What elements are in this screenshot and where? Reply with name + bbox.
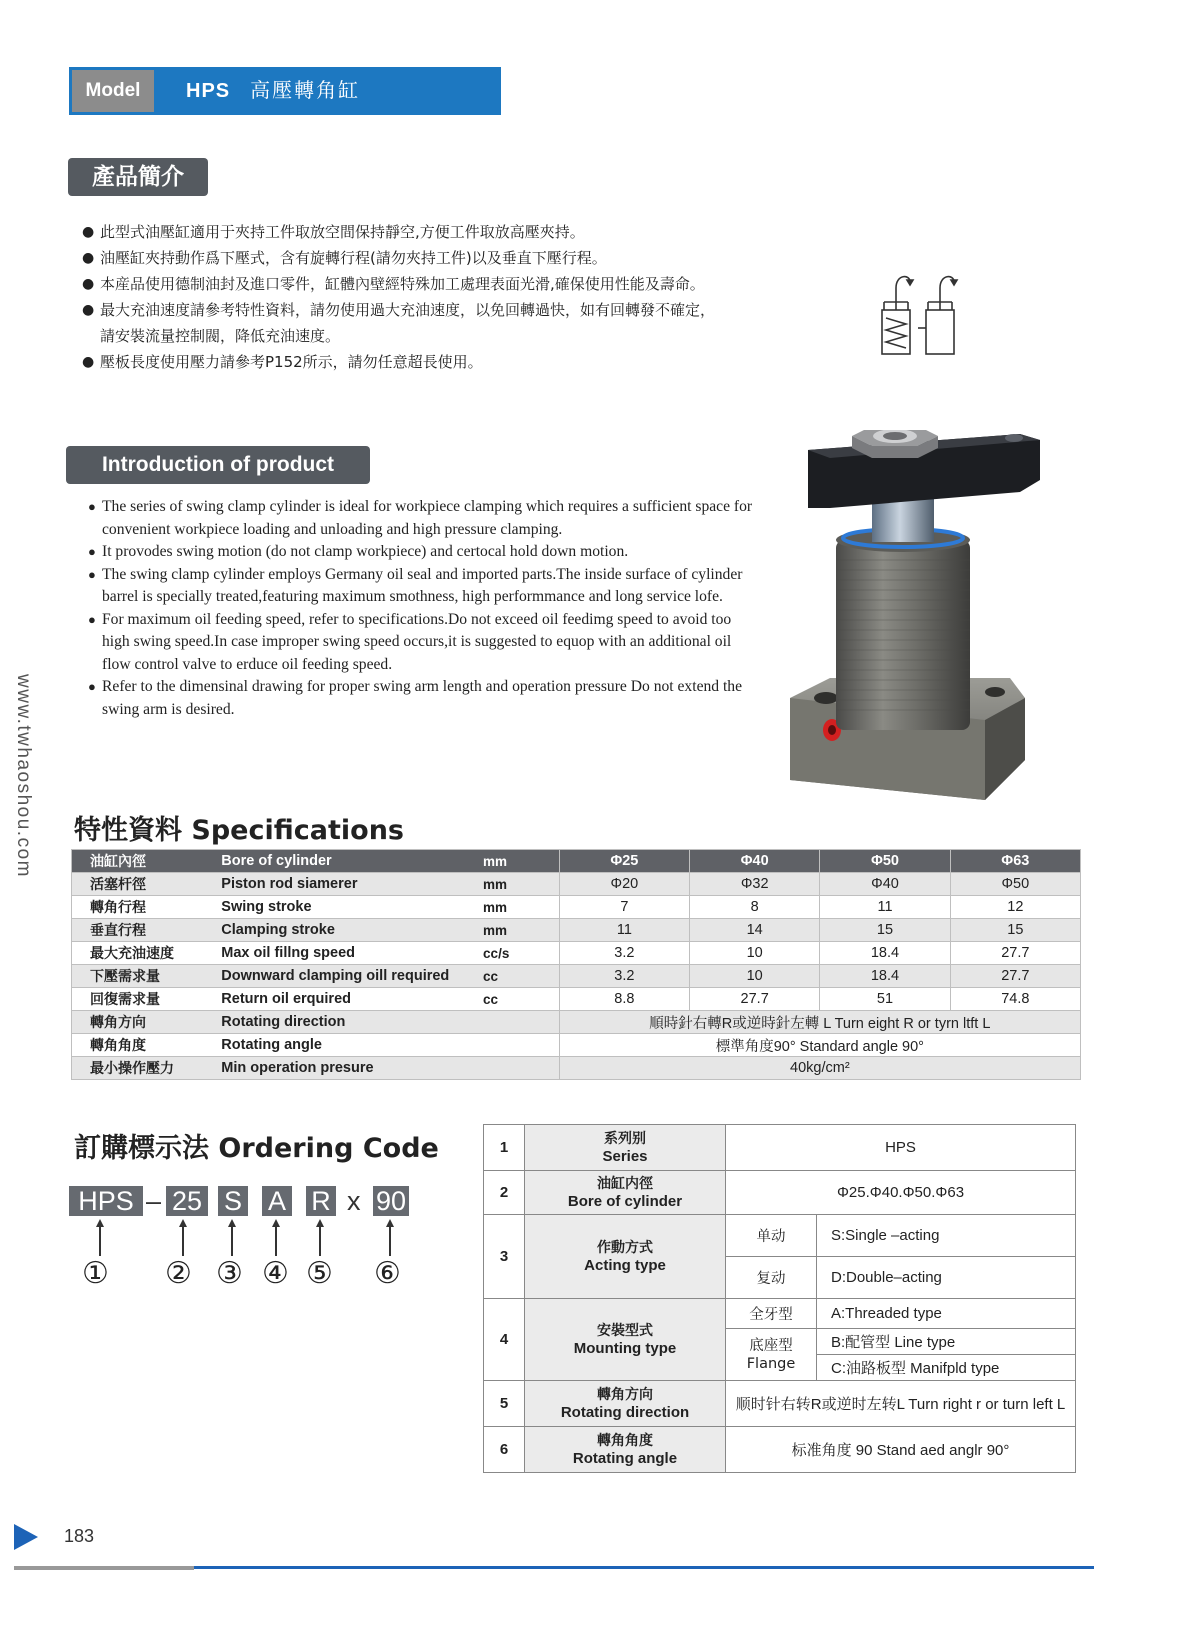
- page-number: 183: [64, 1526, 95, 1546]
- spec-value: 3.2: [559, 942, 689, 965]
- arrow-line: [389, 1226, 391, 1256]
- code-part-direction: R: [306, 1186, 336, 1216]
- order-row-number: 4: [484, 1299, 525, 1381]
- code-separator: –: [146, 1186, 162, 1216]
- spec-label-en: Rotating direction: [209, 1011, 559, 1034]
- spec-label-en: Min operation presure: [209, 1057, 559, 1080]
- table-row: [484, 1427, 1076, 1473]
- order-row-header: [525, 1427, 726, 1473]
- table-row: [72, 850, 1081, 873]
- order-row-number: 5: [484, 1381, 525, 1427]
- table-row: [72, 965, 1081, 988]
- spec-label-cn: 轉角方向: [72, 1011, 210, 1034]
- spec-label-cn: 垂直行程: [72, 919, 210, 942]
- order-row-header: [525, 1299, 726, 1381]
- order-sub-label: 复动: [726, 1257, 817, 1299]
- order-row-number: 2: [484, 1171, 525, 1215]
- table-row: [72, 1034, 1081, 1057]
- intro-cn-list: [82, 219, 722, 375]
- spec-value: 10: [690, 942, 820, 965]
- order-value: D:Double–acting: [817, 1257, 1076, 1299]
- order-sub-label: 单动: [726, 1215, 817, 1257]
- code-marker-6: ⑥: [374, 1257, 401, 1290]
- spec-unit: cc/s: [475, 942, 559, 965]
- hydraulic-symbol-icon: [876, 268, 966, 364]
- spec-value: 15: [950, 919, 1080, 942]
- order-header-en: Series: [602, 1147, 648, 1165]
- footer-divider: [194, 1566, 1094, 1569]
- spec-value: Φ50: [820, 850, 950, 873]
- arrow-line: [99, 1226, 101, 1256]
- spec-value: 標準角度90° Standard angle 90°: [559, 1034, 1080, 1057]
- spec-unit: cc: [475, 988, 559, 1011]
- order-header-cn: 安裝型式: [597, 1322, 653, 1339]
- spec-label-en: Downward clamping oill required: [209, 965, 475, 988]
- intro-en-bullet: ● Refer to the dimensinal drawing for proper swing arm length and operation pressure Do not extend the swing arm is desired.: [88, 676, 753, 721]
- spec-unit: mm: [475, 873, 559, 896]
- spec-value: 15: [820, 919, 950, 942]
- ordering-title: 訂購標示法 Ordering Code: [74, 1133, 439, 1164]
- spec-value: 11: [559, 919, 689, 942]
- order-value: S:Single –acting: [817, 1215, 1076, 1257]
- order-header-en: Mounting type: [573, 1339, 677, 1357]
- spec-value: Φ50: [950, 873, 1080, 896]
- spec-unit: mm: [475, 896, 559, 919]
- intro-cn-heading: 產品簡介: [68, 158, 208, 196]
- spec-value: 27.7: [690, 988, 820, 1011]
- code-marker-5: ⑤: [306, 1257, 333, 1290]
- intro-cn-bullet: ● 此型式油壓缸適用于夾持工件取放空間保持靜空,方便工件取放高壓夾持。: [82, 219, 722, 245]
- order-row-header: [525, 1215, 726, 1299]
- spec-label-en: Piston rod siamerer: [209, 873, 475, 896]
- code-part-acting: S: [218, 1186, 248, 1216]
- swing-clamp-cylinder-image: [790, 430, 1090, 800]
- spec-value: 7: [559, 896, 689, 919]
- order-header-en: Acting type: [584, 1256, 666, 1274]
- intro-cn-bullet: ● 最大充油速度請參考特性資料，請勿使用過大充油速度，以免回轉過快，如有回轉發不確定，請安裝流量控制閥，降低充油速度。: [82, 297, 722, 349]
- spec-value: Φ63: [950, 850, 1080, 873]
- order-value: 顺时针右转R或逆时左转L Turn right r or turn left L: [726, 1381, 1076, 1427]
- spec-label-cn: 最大充油速度: [72, 942, 210, 965]
- spec-label-en: Return oil erquired: [209, 988, 475, 1011]
- table-row: [484, 1125, 1076, 1171]
- spec-value: 11: [820, 896, 950, 919]
- code-marker-1: ①: [82, 1257, 109, 1290]
- spec-value: 順時針右轉R或逆時針左轉 L Turn eight R or tyrn ltft L: [559, 1011, 1080, 1034]
- spec-label-cn: 最小操作壓力: [72, 1057, 210, 1080]
- code-separator: x: [347, 1186, 361, 1216]
- order-value: B:配管型 Line type: [817, 1329, 1076, 1355]
- spec-value: 3.2: [559, 965, 689, 988]
- spec-value: 51: [820, 988, 950, 1011]
- order-header-cn: 油缸内徑: [597, 1175, 653, 1192]
- spec-label-cn: 回復需求量: [72, 988, 210, 1011]
- order-sub-label-en: Flange: [746, 1355, 796, 1372]
- intro-en-bullet: ● It provodes swing motion (do not clamp workpiece) and certocal hold down motion.: [88, 541, 753, 564]
- table-row: [484, 1381, 1076, 1427]
- spec-label-cn: 轉角行程: [72, 896, 210, 919]
- order-header-cn: 轉角角度: [597, 1432, 653, 1449]
- table-row: [484, 1299, 1076, 1329]
- order-header-cn: 作動方式: [597, 1239, 653, 1256]
- model-code: HPS: [186, 80, 231, 102]
- spec-unit: mm: [475, 919, 559, 942]
- intro-en-bullet: ● The series of swing clamp cylinder is ideal for workpiece clamping which requires a sufficient space for convenient workpiece loading and unloading and high pressure clamping.: [88, 496, 753, 541]
- order-value: 标准角度 90 Stand aed anglr 90°: [726, 1427, 1076, 1473]
- model-tag: Model: [72, 70, 154, 112]
- spec-value: 40kg/cm²: [559, 1057, 1080, 1080]
- table-row: [72, 1011, 1081, 1034]
- order-header-en: Rotating direction: [560, 1403, 690, 1421]
- order-row-header: [525, 1125, 726, 1171]
- spec-label-cn: 下壓需求量: [72, 965, 210, 988]
- spec-value: 18.4: [820, 942, 950, 965]
- spec-label-cn: 油缸內徑: [72, 850, 210, 873]
- spec-value: Φ40: [690, 850, 820, 873]
- spec-value: 18.4: [820, 965, 950, 988]
- table-row: [72, 1057, 1081, 1080]
- intro-en-bullet: ● The swing clamp cylinder employs Germany oil seal and imported parts.The inside surface of cylinder barrel is specially treated,featuring maximum smothness, high performmance and long service lofe.: [88, 564, 753, 609]
- spec-value: Φ20: [559, 873, 689, 896]
- spec-value: Φ40: [820, 873, 950, 896]
- model-title: [186, 70, 360, 112]
- order-row-header: [525, 1381, 726, 1427]
- arrow-line: [231, 1226, 233, 1256]
- spec-value: 27.7: [950, 965, 1080, 988]
- spec-value: 27.7: [950, 942, 1080, 965]
- code-part-mounting: A: [262, 1186, 292, 1216]
- spec-value: 8.8: [559, 988, 689, 1011]
- order-sub-label: [726, 1329, 817, 1381]
- spec-value: Φ25: [559, 850, 689, 873]
- order-header-cn: 轉角方向: [597, 1386, 653, 1403]
- spec-unit: mm: [475, 850, 559, 873]
- spec-label-en: Bore of cylinder: [209, 850, 475, 873]
- model-name-cn: 高壓轉角缸: [250, 80, 361, 102]
- table-row: [72, 942, 1081, 965]
- order-sub-label-cn: 底座型: [749, 1337, 793, 1354]
- order-value: HPS: [726, 1125, 1076, 1171]
- intro-en-list: [88, 496, 753, 721]
- intro-en-bullet: ● For maximum oil feeding speed, refer to specifications.Do not exceed oil feedimg speed to avoid too high swing speed.In case improper swing speed occurs,it is suggested to equop with an additional oil flow control valve to erduce oil feeding speed.: [88, 609, 753, 677]
- spec-label-en: Max oil fillng speed: [209, 942, 475, 965]
- spec-value: 10: [690, 965, 820, 988]
- order-row-header: [525, 1171, 726, 1215]
- table-row: [484, 1171, 1076, 1215]
- spec-label-en: Rotating angle: [209, 1034, 559, 1057]
- order-sub-label: 全牙型: [726, 1299, 817, 1329]
- intro-en-heading: Introduction of product: [66, 446, 370, 484]
- order-header-cn: 系列别: [604, 1130, 646, 1147]
- table-row: [72, 873, 1081, 896]
- intro-cn-bullet: ● 油壓缸夾持動作爲下壓式，含有旋轉行程(請勿夾持工件)以及垂直下壓行程。: [82, 245, 722, 271]
- order-row-number: 3: [484, 1215, 525, 1299]
- spec-value: 8: [690, 896, 820, 919]
- spec-label-cn: 活塞杆徑: [72, 873, 210, 896]
- footer-divider: [14, 1566, 194, 1570]
- arrow-line: [275, 1226, 277, 1256]
- table-row: [72, 919, 1081, 942]
- order-row-number: 1: [484, 1125, 525, 1171]
- side-website-url: www.twhaoshou.com: [13, 674, 34, 878]
- order-header-en: Rotating angle: [572, 1449, 678, 1467]
- arrow-line: [182, 1226, 184, 1256]
- spec-label-en: Swing stroke: [209, 896, 475, 919]
- intro-cn-bullet: ● 壓板長度使用壓力請參考P152所示，請勿任意超長使用。: [82, 349, 722, 375]
- order-value: A:Threaded type: [817, 1299, 1076, 1329]
- spec-unit: cc: [475, 965, 559, 988]
- table-row: [72, 988, 1081, 1011]
- code-part-bore: 25: [166, 1186, 208, 1216]
- spec-value: Φ32: [690, 873, 820, 896]
- spec-title: 特性資料 Specifications: [74, 815, 404, 846]
- intro-cn-bullet: ● 本産品使用德制油封及進口零件，缸體內壁經特殊加工處理表面光滑,確保使用性能及壽命。: [82, 271, 722, 297]
- spec-value: 14: [690, 919, 820, 942]
- page-marker-triangle-icon: [14, 1524, 38, 1550]
- arrow-line: [319, 1226, 321, 1256]
- spec-table: [71, 849, 1081, 1080]
- order-value: C:油路板型 Manifpld type: [817, 1355, 1076, 1381]
- order-value: Φ25.Φ40.Φ50.Φ63: [726, 1171, 1076, 1215]
- code-marker-2: ②: [165, 1257, 192, 1290]
- code-marker-4: ④: [262, 1257, 289, 1290]
- order-header-en: Bore of cylinder: [567, 1192, 683, 1210]
- code-part-angle: 90: [373, 1186, 409, 1216]
- table-row: [484, 1215, 1076, 1257]
- code-marker-3: ③: [216, 1257, 243, 1290]
- spec-value: 74.8: [950, 988, 1080, 1011]
- ordering-table: [483, 1124, 1076, 1473]
- order-row-number: 6: [484, 1427, 525, 1473]
- code-part-series: HPS: [69, 1186, 143, 1216]
- spec-label-cn: 轉角角度: [72, 1034, 210, 1057]
- spec-label-en: Clamping stroke: [209, 919, 475, 942]
- spec-value: 12: [950, 896, 1080, 919]
- table-row: [72, 896, 1081, 919]
